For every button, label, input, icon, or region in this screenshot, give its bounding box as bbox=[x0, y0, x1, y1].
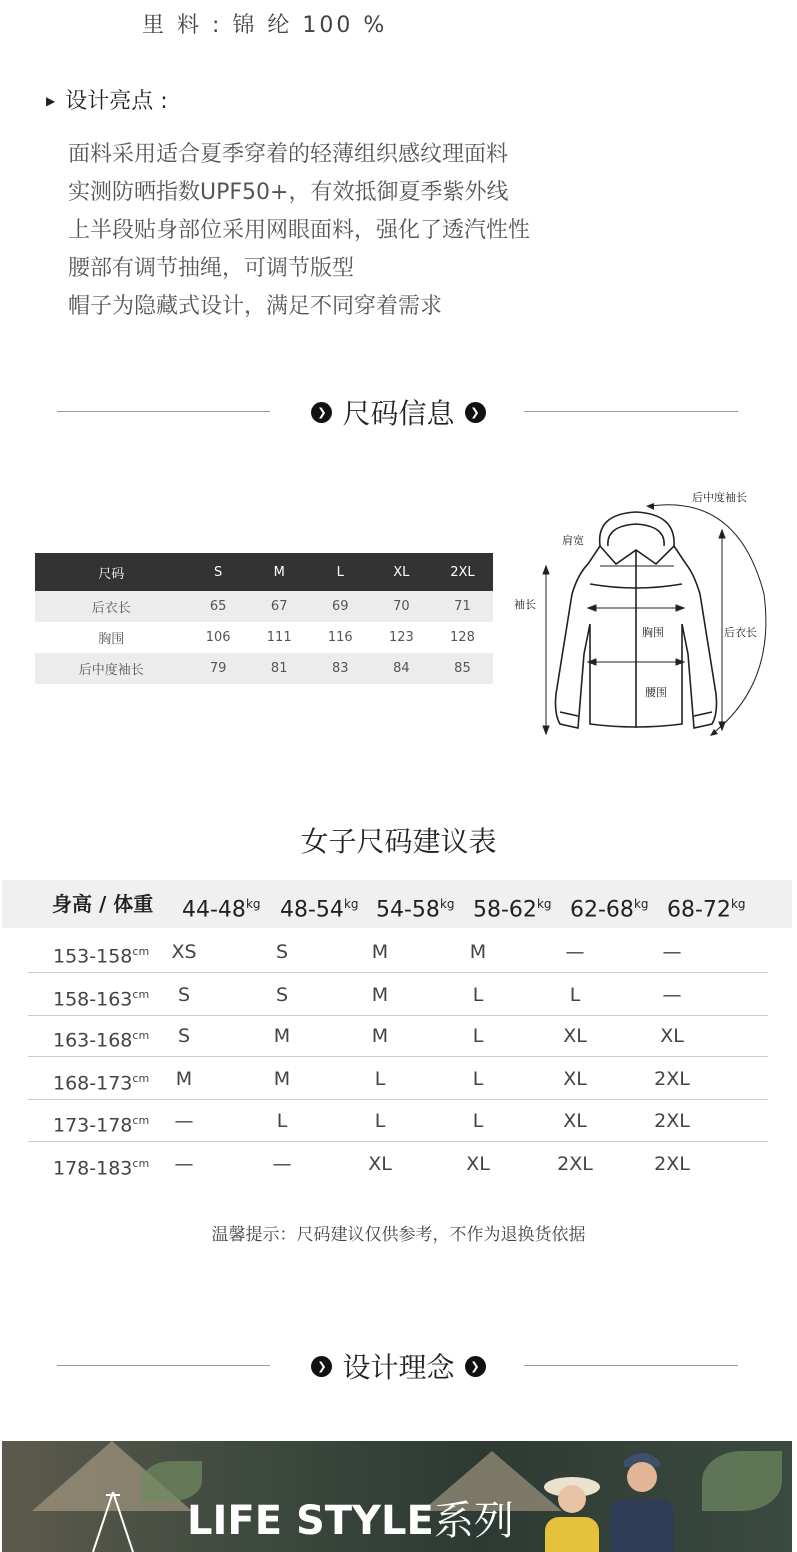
chevron-down-circle-icon: ❯ bbox=[465, 402, 486, 423]
size-cell: 2XL bbox=[654, 1068, 690, 1090]
table-row bbox=[35, 591, 493, 622]
table-cell: 79 bbox=[188, 653, 249, 684]
size-cell: XL bbox=[563, 1025, 587, 1047]
table-cell: 后中度袖长 bbox=[35, 653, 188, 684]
size-cell: L bbox=[569, 984, 581, 1006]
table-cell: 116 bbox=[327, 630, 353, 645]
table-cell: 65 bbox=[188, 591, 249, 622]
size-cell: S bbox=[177, 984, 191, 1006]
size-cell: L bbox=[374, 1068, 386, 1090]
weight-header: $48-54^{kg}$ bbox=[280, 897, 359, 923]
design-section-title bbox=[0, 1346, 797, 1386]
triangle-bullet-icon: ▶ bbox=[46, 94, 56, 108]
weight-header: $44-48^{kg}$ bbox=[182, 897, 261, 923]
height-cell: $173-178^{cm}$ bbox=[53, 1114, 150, 1137]
size-cell: S bbox=[177, 1025, 191, 1047]
size-cell: L bbox=[374, 1110, 386, 1132]
size-cell: XL bbox=[563, 1110, 587, 1132]
size-cell: XL bbox=[660, 1025, 684, 1047]
header-cell: 2XL bbox=[432, 553, 493, 591]
highlight-line: 上半段贴身部位采用网眼面料，强化了透汽性性 bbox=[68, 218, 531, 243]
header-height-weight: 身高 / 体重 bbox=[52, 892, 154, 916]
size-cell: — bbox=[565, 941, 585, 963]
size-cell: M bbox=[273, 1068, 291, 1090]
table-cell: 71 bbox=[432, 591, 493, 622]
height-cell: $168-173^{cm}$ bbox=[53, 1072, 150, 1095]
size-cell: M bbox=[371, 941, 389, 963]
man-figure-icon bbox=[602, 1441, 682, 1552]
label-chest: 胸围 bbox=[642, 626, 664, 639]
table-cell: 106 bbox=[205, 630, 231, 645]
table-row bbox=[28, 1057, 768, 1100]
highlight-line: 帽子为隐藏式设计，满足不同穿着需求 bbox=[68, 294, 443, 319]
size-section-title bbox=[0, 392, 797, 432]
size-cell: M bbox=[469, 941, 487, 963]
height-cell: $153-158^{cm}$ bbox=[53, 945, 150, 968]
size-cell: M bbox=[273, 1025, 291, 1047]
woman-figure-icon bbox=[537, 1459, 607, 1552]
highlights-heading bbox=[46, 84, 168, 115]
table-cell: 83 bbox=[310, 653, 371, 684]
weight-header: $62-68^{kg}$ bbox=[570, 897, 649, 923]
table-cell: 123 bbox=[388, 630, 414, 645]
recommend-header bbox=[2, 880, 792, 928]
lifestyle-banner bbox=[2, 1441, 792, 1552]
table-row bbox=[28, 930, 768, 973]
highlights-heading-text: 设计亮点 : bbox=[65, 89, 168, 114]
size-cell: — bbox=[662, 984, 682, 1006]
banner-title: LIFE STYLE系列 bbox=[187, 1498, 514, 1544]
table-row bbox=[35, 653, 493, 684]
size-cell: XS bbox=[171, 941, 197, 963]
table-row bbox=[28, 1099, 768, 1142]
size-cell: L bbox=[472, 1110, 484, 1132]
table-row bbox=[28, 973, 768, 1016]
size-cell: L bbox=[472, 984, 484, 1006]
label-sleeve: 袖长 bbox=[514, 598, 536, 611]
height-cell: $178-183^{cm}$ bbox=[53, 1157, 150, 1180]
weight-header: $54-58^{kg}$ bbox=[376, 897, 455, 923]
size-cell: — bbox=[174, 1153, 194, 1175]
header-cell: L bbox=[310, 553, 371, 591]
size-table-header bbox=[35, 553, 493, 591]
chevron-down-circle-icon: ❯ bbox=[311, 1356, 332, 1377]
size-cell: S bbox=[275, 984, 289, 1006]
header-cell: XL bbox=[371, 553, 432, 591]
size-cell: 2XL bbox=[654, 1110, 690, 1132]
lining-material: 里 料 : 锦 纶 100 % bbox=[142, 13, 388, 38]
highlights-list bbox=[68, 136, 530, 326]
header-cell: 尺码 bbox=[35, 553, 188, 591]
table-cell: 后衣长 bbox=[35, 591, 188, 622]
weight-header: $68-72^{kg}$ bbox=[667, 897, 746, 923]
label-back-length: 后衣长 bbox=[724, 626, 757, 639]
table-cell: 81 bbox=[249, 653, 310, 684]
table-cell: 85 bbox=[432, 653, 493, 684]
size-cell: 2XL bbox=[557, 1153, 593, 1175]
leaf-shape bbox=[702, 1451, 782, 1511]
size-cell: L bbox=[472, 1068, 484, 1090]
highlight-line: 面料采用适合夏季穿着的轻薄组织感纹理面料 bbox=[68, 142, 509, 167]
size-cell: L bbox=[276, 1110, 288, 1132]
table-cell: 128 bbox=[450, 630, 475, 645]
size-cell: XL bbox=[563, 1068, 587, 1090]
highlight-line: 实测防晒指数UPF50+，有效抵御夏季紫外线 bbox=[68, 180, 509, 205]
table-cell: 胸围 bbox=[98, 632, 125, 647]
header-cell: M bbox=[249, 553, 310, 591]
label-back-sleeve: 后中度袖长 bbox=[692, 491, 747, 504]
jacket-outline-icon bbox=[508, 484, 788, 744]
design-section-title-text: 设计理念 bbox=[342, 1351, 455, 1384]
table-row bbox=[28, 1014, 768, 1057]
tent-logo-icon bbox=[88, 1487, 138, 1552]
height-cell: $163-168^{cm}$ bbox=[53, 1029, 150, 1052]
label-waist: 腰围 bbox=[645, 686, 667, 699]
jacket-measurement-diagram bbox=[508, 484, 788, 744]
chevron-down-circle-icon: ❯ bbox=[311, 402, 332, 423]
chevron-down-circle-icon: ❯ bbox=[465, 1356, 486, 1377]
size-tip: 温馨提示：尺码建议仅供参考，不作为退换货依据 bbox=[211, 1225, 586, 1245]
table-cell: 111 bbox=[266, 630, 292, 645]
table-cell: 70 bbox=[371, 591, 432, 622]
size-cell: M bbox=[371, 984, 389, 1006]
size-cell: — bbox=[174, 1110, 194, 1132]
label-shoulder: 肩宽 bbox=[562, 534, 584, 547]
table-cell: 84 bbox=[371, 653, 432, 684]
size-cell: — bbox=[662, 941, 682, 963]
size-cell: 2XL bbox=[654, 1153, 690, 1175]
highlight-line: 腰部有调节抽绳，可调节版型 bbox=[68, 256, 355, 281]
table-row bbox=[28, 1142, 768, 1184]
size-cell: S bbox=[275, 941, 289, 963]
size-cell: M bbox=[175, 1068, 193, 1090]
recommend-title: 女子尺码建议表 bbox=[300, 825, 497, 858]
size-table bbox=[35, 553, 493, 684]
size-cell: — bbox=[272, 1153, 292, 1175]
size-cell: XL bbox=[466, 1153, 490, 1175]
table-cell: 69 bbox=[310, 591, 371, 622]
height-cell: $158-163^{cm}$ bbox=[53, 988, 150, 1011]
size-cell: L bbox=[472, 1025, 484, 1047]
header-cell: S bbox=[188, 553, 249, 591]
size-section-title-text: 尺码信息 bbox=[342, 397, 455, 430]
size-cell: XL bbox=[368, 1153, 392, 1175]
size-cell: M bbox=[371, 1025, 389, 1047]
table-cell: 67 bbox=[249, 591, 310, 622]
table-row bbox=[35, 622, 493, 653]
weight-header: $58-62^{kg}$ bbox=[473, 897, 552, 923]
